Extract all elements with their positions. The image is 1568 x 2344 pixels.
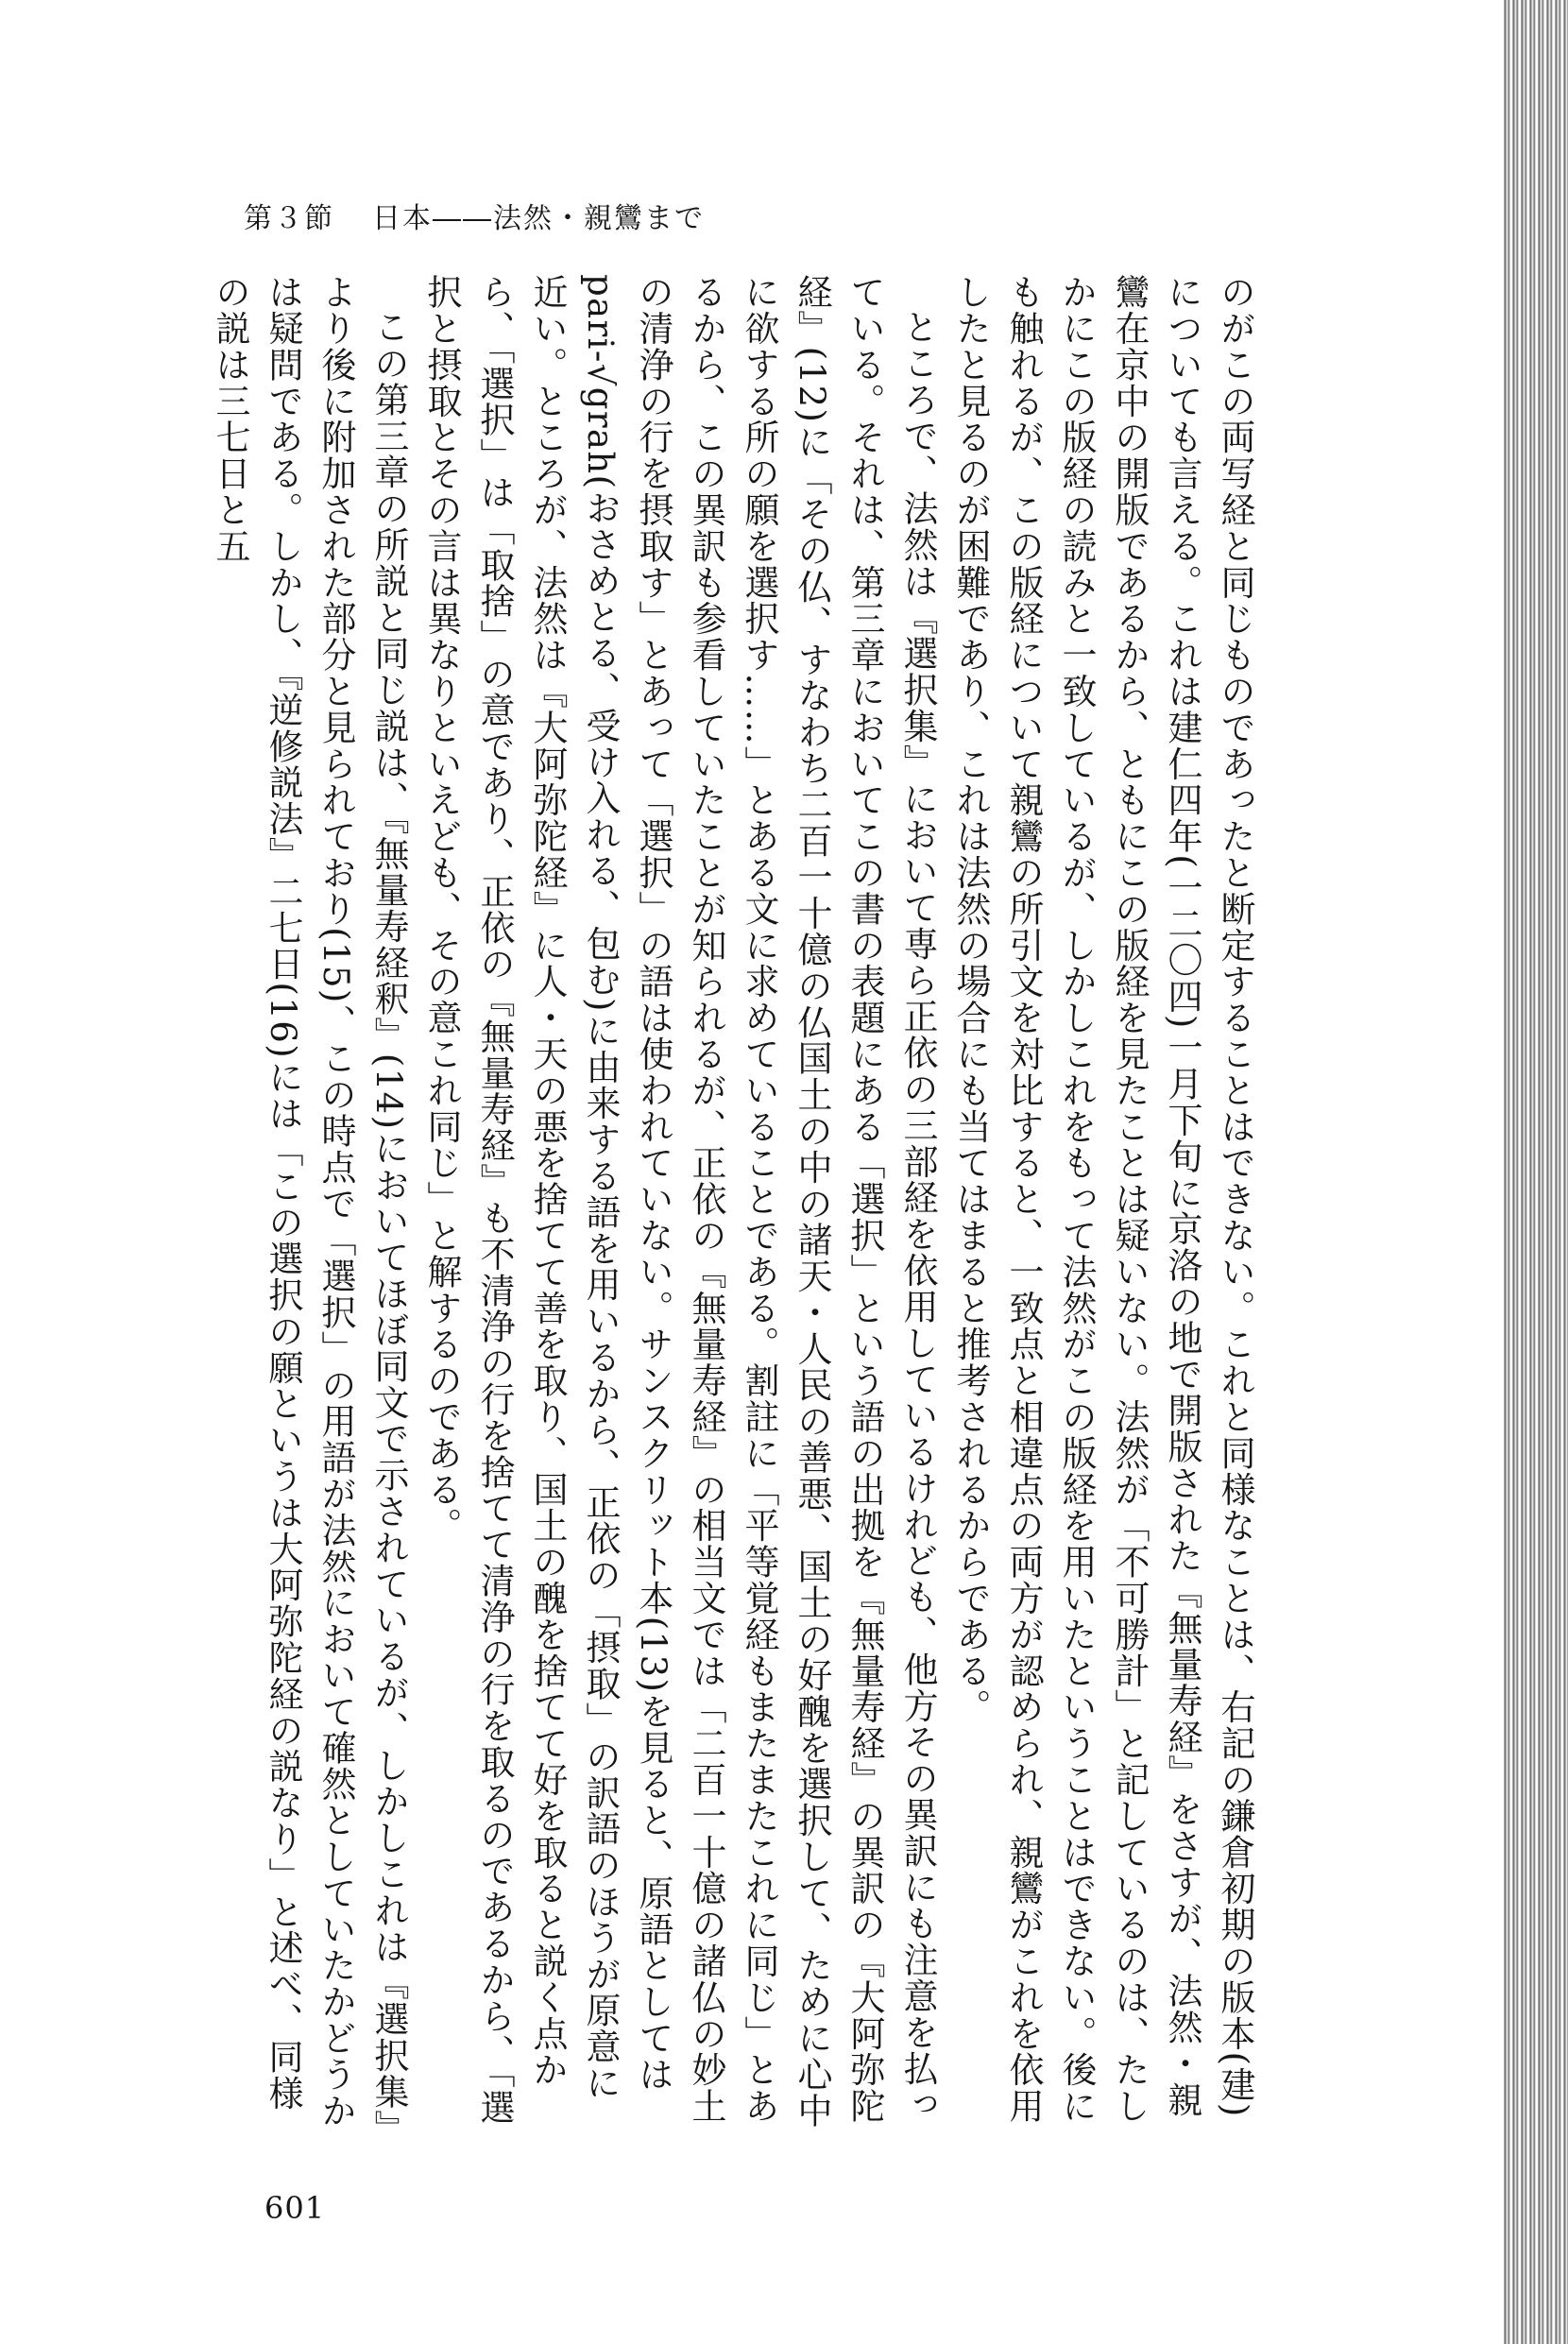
page-edge-scan-shadow [1502, 0, 1568, 2344]
section-number: 第３節 [244, 202, 334, 235]
page-number: 601 [264, 2190, 326, 2226]
paragraph-2: ところで、法然は『選択集』において専ら正依の三部経を依用しているけれども、他方その異訳にも注意を払っている。それは、第三章においてこの書の表題にある「選択」という語の出拠を『無量寿経』の異訳の『大阿弥陀経』(12)に「その仏、すなわち二百一十億の仏国土の中の諸天・人民の善悪、国土の好醜を選択して、ために心中に欲する所の願を選択す……」とある文に求めていることである。割註に「平等覚経もまたまたこれに同じ」とあるから、この異訳も参看していたことが知られるが、正依の『無量寿経』の相当文では「二百一十億の諸仏の妙土の清浄の行を摂取す」とあって「選択」の語は使われていない。サンスクリット本(13)を見ると、原語としてはpari-√grah(おさめとる、受け入れる、包む)に由来する語を用いるから、正依の「摂取」の訳語のほうが原意に近い。ところが、法然は『大阿弥陀経』に人・天の悪を捨てて善を取り、国土の醜を捨てて好を取ると説く点から、「選択」は「取捨」の意であり、正依の『無量寿経』も不清浄の行を捨てて清浄の行を取るのであるから、「選択と摂取とその言は異なりといえども、その意これ同じ」と解するのである。 [421, 274, 938, 2130]
body-text [210, 274, 1261, 2133]
section-title: 日本――法然・親鸞まで [372, 202, 705, 235]
paragraph-3: この第三章の所説と同じ説は、『無量寿経釈』(14)においてほぼ同文で示されているが、しかしこれは『選択集』より後に附加された部分と見られており(15)、この時点で「選択」の用語が法然において確然としていたかどうかは疑問である。しかし、『逆修説法』二七日(16)には「この選択の願というは大阿弥陀経の説なり」と述べ、同様の説は三七日と五 [210, 274, 409, 2130]
running-header [244, 195, 705, 236]
paragraph-1: のがこの両写経と同じものであったと断定することはできない。これと同様なことは、右記の鎌倉初期の版本(建)についても言える。これは建仁四年(一二〇四)一月下旬に京洛の地で開版された『無量寿経』をさすが、法然・親鸞在京中の開版であるから、ともにこの版経を見たことは疑いない。法然が「不可勝計」と記しているのは、たしかにこの版経の読みと一致しているが、しかしこれをもって法然がこの版経を用いたということはできない。後にも触れるが、この版経について親鸞の所引文を対比すると、一致点と相違点の両方が認められ、親鸞がこれを依用したと見るのが困難であり、これは法然の場合にも当てはまると推考されるからである。 [950, 274, 1255, 2125]
